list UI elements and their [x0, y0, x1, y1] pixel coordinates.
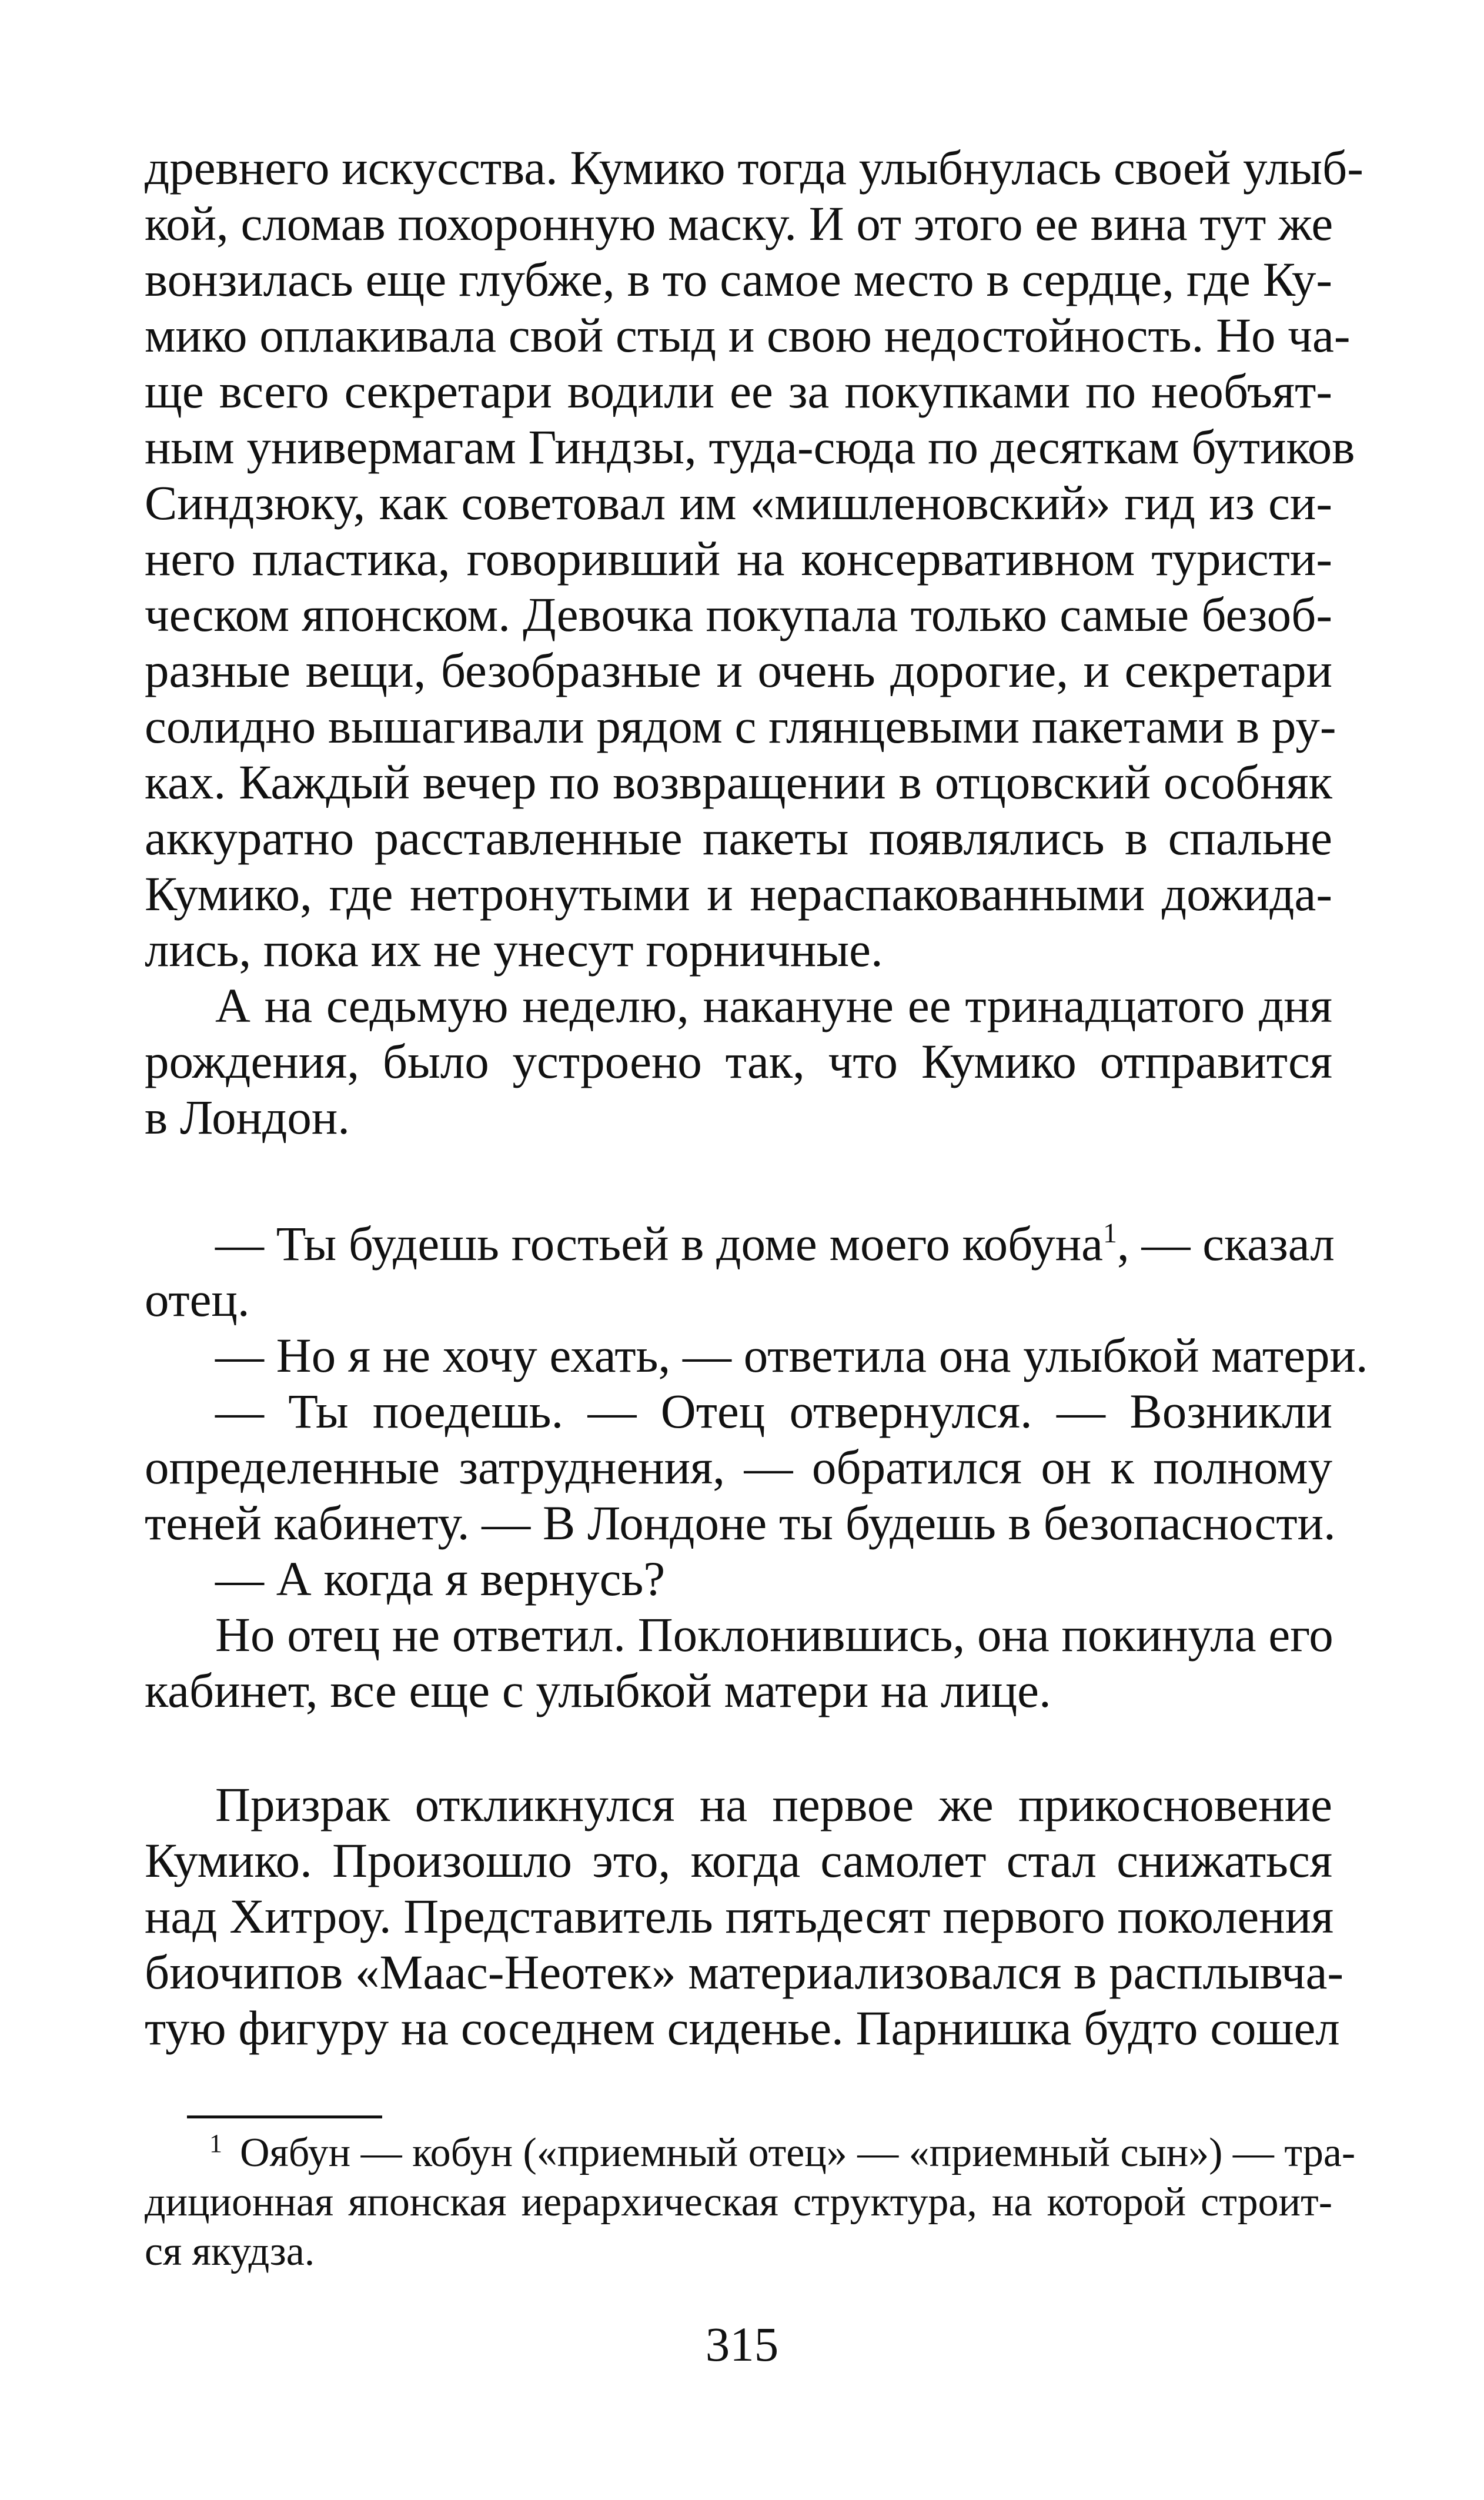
text-line: Синдзюку, как советовал им «мишленовский» гид из си- — [145, 476, 1332, 530]
text-line: ще всего секретари водили ее за покупками по необъят- — [145, 364, 1332, 418]
text-line: кой, сломав похоронную маску. И от этого ее вина тут же — [145, 196, 1333, 250]
text-fragment: — Ты будешь гостьей в доме моего кобуна — [215, 1216, 1104, 1271]
text-line: А на седьмую неделю, накануне ее тринадцатого дня — [215, 978, 1332, 1032]
text-line: тую фигуру на соседнем сиденье. Парнишка будто сошел — [145, 2001, 1340, 2055]
footnote-divider — [187, 2115, 382, 2118]
text-line: над Хитроу. Представитель пятьдесят первого поколения — [145, 1889, 1334, 1943]
text-line: биочипов «Маас-Неотек» материализовался в расплывча- — [145, 1945, 1344, 1999]
text-line: в Лондон. — [145, 1090, 350, 1144]
text-line: аккуратно расставленные пакеты появлялись в спальне — [145, 811, 1332, 865]
text-line: Кумико. Произошло это, когда самолет стал снижаться — [145, 1833, 1332, 1887]
text-line: солидно вышагивали рядом с глянцевыми пакетами в ру- — [145, 699, 1336, 753]
text-line: ческом японском. Девочка покупала только самые безоб- — [145, 587, 1332, 641]
body-text-block-3 — [145, 1777, 1344, 2056]
text-line: лись, пока их не унесут горничные. — [145, 923, 883, 977]
footnote-line: диционная японская иерархическая структура, на которой строит- — [145, 2180, 1332, 2225]
footnote-line — [145, 2128, 1356, 2178]
text-line: рождения, было устроено так, что Кумико отправится — [145, 1034, 1332, 1088]
text-line: кабинет, все еще с улыбкой матери на лице. — [145, 1663, 1051, 1717]
text-line: — А когда я вернусь? — [215, 1552, 666, 1606]
footnote — [145, 2128, 1356, 2277]
text-fragment: , — сказал — [1117, 1216, 1335, 1271]
text-line: — Ты поедешь. — Отец отвернулся. — Возникли — [215, 1384, 1332, 1438]
text-line: теней кабинету. — В Лондоне ты будешь в безопасности. — [145, 1496, 1336, 1550]
text-line: ках. Каждый вечер по возвращении в отцовский особняк — [145, 755, 1332, 809]
page-number: 315 — [705, 2317, 779, 2371]
text-line — [145, 1216, 1335, 1272]
text-line: — Но я не хочу ехать, — ответила она улыбкой матери. — [215, 1328, 1368, 1382]
body-text-block-2 — [145, 1216, 1368, 1719]
text-line: ным универмагам Гиндзы, туда-сюда по десяткам бутиков — [145, 420, 1355, 474]
text-line: Но отец не ответил. Поклонившись, она покинула его — [215, 1607, 1333, 1662]
footnote-text: Оябун — кобун («приемный отец» — «приемный сын») — тра- — [240, 2130, 1356, 2175]
text-line: определенные затруднения, — обратился он к полному — [145, 1440, 1332, 1494]
body-text-block-1 — [145, 140, 1363, 1145]
footnote-line: ся якудза. — [145, 2229, 315, 2274]
footnote-reference: 1 — [1103, 1218, 1118, 1249]
text-line: вонзилась еще глубже, в то самое место в сердце, где Ку- — [145, 252, 1332, 306]
footnote-mark: 1 — [209, 2129, 222, 2158]
text-line: разные вещи, безобразные и очень дорогие, и секретари — [145, 643, 1332, 697]
text-line: него пластика, говоривший на консервативном туристи- — [145, 532, 1332, 586]
text-line: Призрак откликнулся на первое же прикосновение — [215, 1777, 1332, 1831]
text-line: Кумико, где нетронутыми и нераспакованными дожида- — [145, 867, 1332, 921]
text-line: древнего искусства. Кумико тогда улыбнулась своей улыб- — [145, 141, 1363, 195]
text-line: отец. — [145, 1272, 250, 1326]
text-line: мико оплакивала свой стыд и свою недостойность. Но ча- — [145, 308, 1351, 362]
